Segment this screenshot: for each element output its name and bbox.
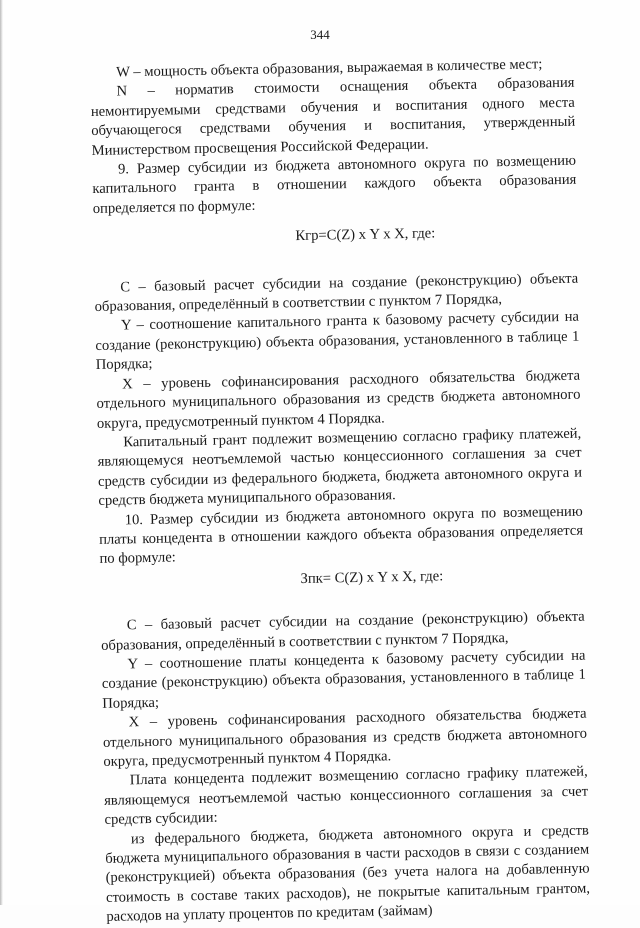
formula-grantor-payment: Зпк= С(Z) х Y х X, где: [300, 568, 444, 587]
paragraph-x-definition-2: Х – уровень софинансирования расходного обязательства бюджета отдельного муниципального образования из средств бюджета автономного округа, предусмотренный пунктом 4 Порядка. [102, 705, 588, 770]
scan-edge [0, 0, 3, 905]
paragraph-x-definition: Х – уровень софинансирования расходного обязательства бюджета отдельного муниципального образования из средств бюджета автономного округа, предусмотренный пунктом 4 Порядка. [96, 367, 581, 432]
paragraph-w-definition: W – мощность объекта образования, выражаемая в количестве мест; [116, 56, 543, 81]
paragraph-item-9: 9. Размер субсидии из бюджета автономного округа по возмещению капитального гранта в отношении каждого объекта образования определяется по формуле: [92, 152, 577, 217]
paragraph-grantor-payment-refund: Плата концедента подлежит возмещению согласно графику платежей, являющемуся неотъемлемой частью концессионного соглашения за счет средств субсидии: [103, 763, 589, 829]
paragraph-n-definition: N – норматив стоимости оснащения объекта образования немонтируемыми средствами обучения и воспитания одного места обучающегося средствами обучения и воспитания, утвержденный Министерством просвещения Российской Федерации. [90, 75, 576, 159]
paragraph-c-definition-2: С – базовый расчет субсидии на создание (реконструкцию) объекта образования, определённый в соответствии с пунктом 7 Порядка, [101, 608, 585, 654]
document-body [90, 55, 590, 928]
paragraph-y-definition-2: Y – соотношение платы концедента к базовому расчету субсидии на создание (реконструкцию) объекта образования, установленного в таблице 1 Порядка; [101, 647, 586, 712]
paragraph-capital-grant-refund: Капитальный грант подлежит возмещению согласно графику платежей, являющемуся неотъемлемой частью концессионного соглашения за счет средств субсидии из федерального бюджета, бюджета автономного округа и средств бюджета муниципального образования. [97, 425, 583, 510]
page-number: 344 [310, 27, 330, 42]
paragraph-c-definition: С – базовый расчет субсидии на создание (реконструкцию) объекта образования, определённый в соответствии с пунктом 7 Порядка, [94, 270, 579, 316]
formula-capital-grant: Кгр=С(Z) х Y х X, где: [295, 225, 436, 245]
paragraph-funding-sources: из федерального бюджета, бюджета автономного округа и средств бюджета муниципального образования в части расходов в связи с созданием (реконструкцией) объекта образования (без учета налога на добавленную стоимость в составе таких расходов), не покрытые капитальным грантом, расходов на уплату процентов по кредитам (займам) [105, 822, 591, 926]
paragraph-y-definition: Y – соотношение капитального гранта к базовому расчету субсидии на создание (реконструкцию) объекта образования, установленного в таблице 1 Порядка; [95, 309, 580, 374]
paragraph-item-10: 10. Размер субсидии из бюджета автономного округа по возмещению платы концедента в отношении каждого объекта образования определяется по формуле: [98, 503, 584, 568]
